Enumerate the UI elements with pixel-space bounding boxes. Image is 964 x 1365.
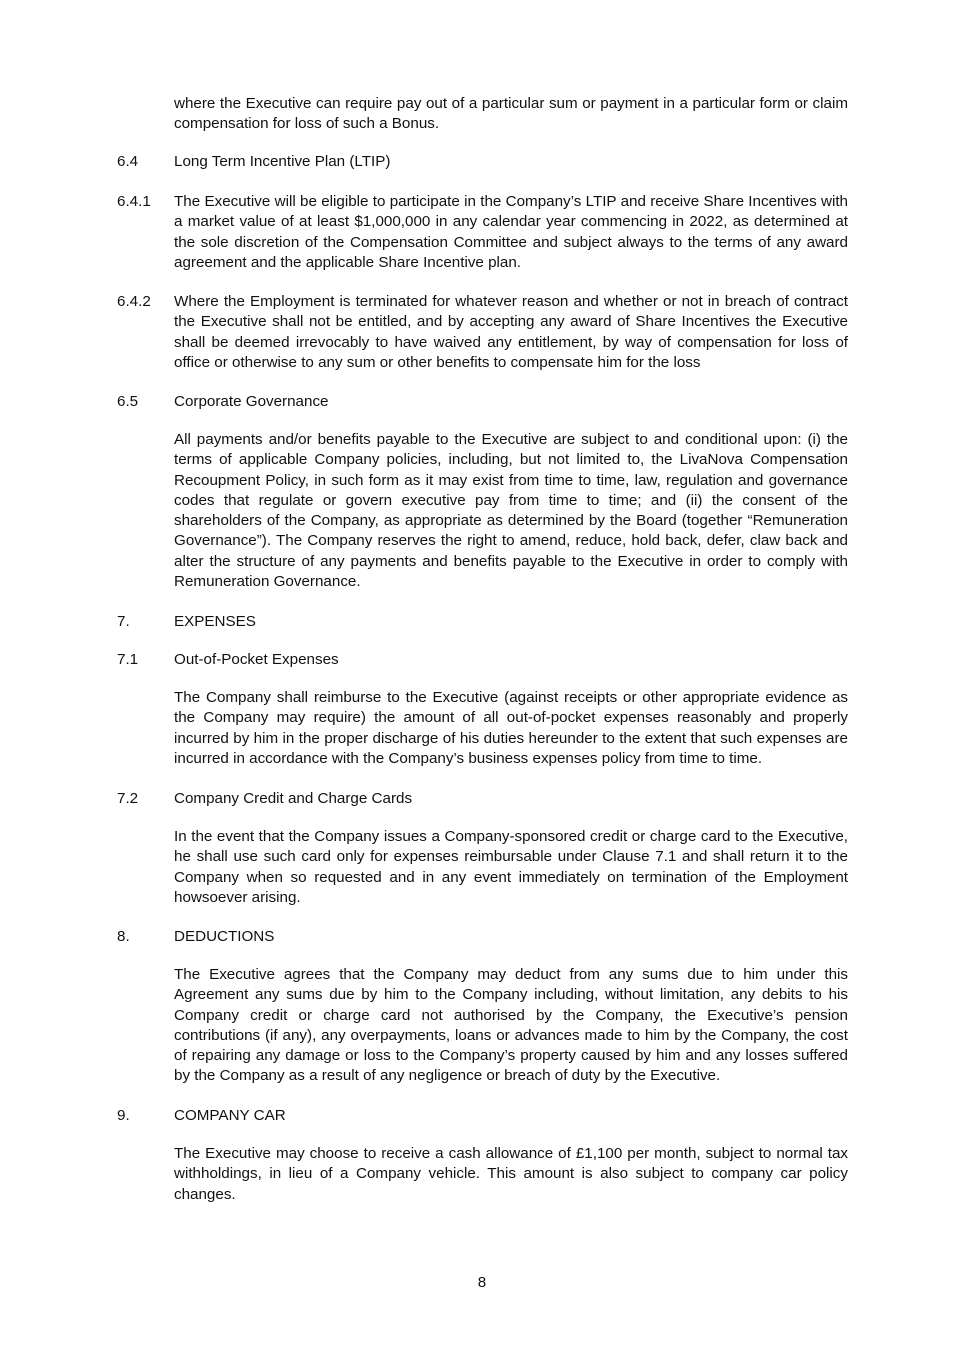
section-6-4-1-text: The Executive will be eligible to participate in the Company’s LTIP and receive Share Incentives with a market value of at least $1,000,000 in any calendar year commencing in 2022, as determined at the sole discretion of the Compensation Committee and subject always to the terms of any award agreement and the applicable Share Incentive plan. [174, 193, 848, 271]
section-6-4-number: 6.4 [117, 153, 139, 170]
section-7-1-title: Out-of-Pocket Expenses [174, 651, 339, 668]
section-9-text: The Executive may choose to receive a cash allowance of £1,100 per month, subject to normal tax withholdings, in lieu of a Company vehicle. This amount is also subject to company car policy changes. [174, 1145, 848, 1203]
section-7-title: EXPENSES [174, 613, 256, 630]
section-6-4-2-number: 6.4.2 [117, 293, 151, 310]
section-7-1-text: The Company shall reimburse to the Executive (against receipts or other appropriate evidence as the Company may require) the amount of all out-of-pocket expenses reasonably and properly incurred by him in the proper discharge of his duties hereunder to the extent that such expenses are incurred in accordance with the Company’s business expenses policy from time to time. [174, 689, 848, 767]
section-6-4-2-text: Where the Employment is terminated for whatever reason and whether or not in breach of contract the Executive shall not be entitled, and by accepting any award of Share Incentives the Executive shall be deemed irrevocably to have waived any entitlement, by way of compensation for loss of office or otherwise to any sum or other benefits to compensate him for the loss [174, 293, 848, 371]
section-6-5-text: All payments and/or benefits payable to the Executive are subject to and conditional upon: (i) the terms of applicable Company policies, including, but not limited to, the LivaNova Compensation Recoupment Policy, in such form as it may exist from time to time, law, regulation and governance codes that regulate or govern executive pay from time to time; and (ii) the consent of the shareholders of the Company, as appropriate as determined by the Board (together “Remuneration Governance”). The Company reserves the right to amend, reduce, hold back, defer, claw back and alter the structure of any payments and benefits payable to the Executive in order to comply with Remuneration Governance. [174, 431, 848, 591]
page-number: 8 [477, 1274, 487, 1291]
section-7-2-title: Company Credit and Charge Cards [174, 790, 413, 807]
section-9-title: COMPANY CAR [174, 1107, 286, 1124]
section-6-5-number: 6.5 [117, 393, 139, 410]
section-6-5-title: Corporate Governance [174, 393, 329, 410]
section-8-text: The Executive agrees that the Company may deduct from any sums due to him under this Agreement any sums due by him to the Company including, without limitation, any debits to his Company credit or charge card not authorised by the Company, the Executive’s pension contributions (if any), any overpayments, loans or advances made to him by the Company, the cost of repairing any damage or loss to the Company’s property caused by him and any losses suffered by the Company as a result of any negligence or breach of duty by the Executive. [174, 966, 848, 1085]
section-7-1-number: 7.1 [117, 651, 139, 668]
section-6-4-title: Long Term Incentive Plan (LTIP) [174, 153, 391, 170]
section-8-number: 8. [117, 928, 130, 945]
section-7-number: 7. [117, 613, 130, 630]
section-7-2-text: In the event that the Company issues a Company-sponsored credit or charge card to the Executive, he shall use such card only for expenses reimbursable under Clause 7.1 and shall return it to the Company when so requested and in any event immediately on termination of the Employment howsoever arising. [174, 828, 848, 906]
continuation-paragraph: where the Executive can require pay out of a particular sum or payment in a particular form or claim compensation for loss of such a Bonus. [174, 95, 848, 133]
section-7-2-number: 7.2 [117, 790, 139, 807]
section-9-number: 9. [117, 1107, 130, 1124]
section-6-4-1-number: 6.4.1 [117, 193, 151, 210]
section-8-title: DEDUCTIONS [174, 928, 275, 945]
